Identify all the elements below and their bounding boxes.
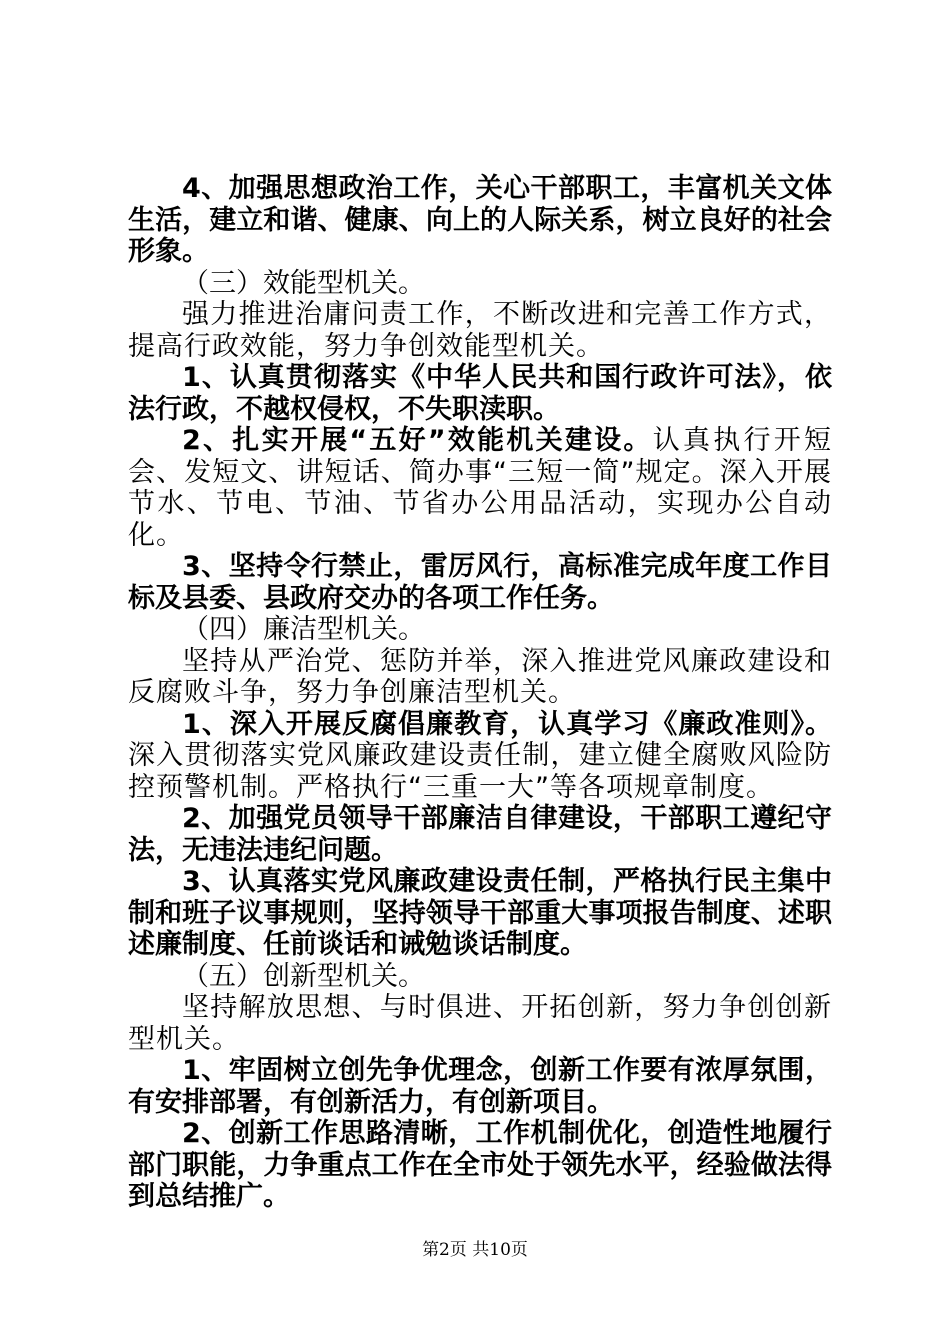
paragraph-item-2-five-good: [128, 425, 832, 551]
section-heading-text: （五）创新型机关。: [182, 960, 425, 992]
section-heading-efficiency: [128, 268, 832, 300]
paragraph-item-1-permit-law: [128, 362, 832, 425]
paragraph-lead-text: 2、扎实开展“五好”效能机关建设。: [182, 425, 653, 456]
paragraph-item-2-innovation-work: [128, 1118, 832, 1213]
section-heading-text: （三）效能型机关。: [182, 267, 425, 299]
paragraph-innovation-intro: [128, 992, 832, 1055]
section-heading-innovation: [128, 961, 832, 993]
paragraph-text: 2、创新工作思路清晰，工作机制优化，创造性地履行部门职能，力争重点工作在全市处于领先水平，经验做法得到总结推广。: [128, 1118, 832, 1212]
paragraph-body-text: 深入贯彻落实党风廉政建设责任制，建立健全腐败风险防控预警机制。严格执行“三重一大”等各项规章制度。: [128, 740, 832, 803]
paragraph-text: 1、牢固树立创先争优理念，创新工作要有浓厚氛围，有安排部署，有创新活力，有创新项目。: [128, 1055, 832, 1118]
paragraph-item-1-anti-corruption: [128, 709, 832, 804]
paragraph-integrity-intro: [128, 646, 832, 709]
paragraph-text: 强力推进治庸问责工作，不断改进和完善工作方式，提高行政效能，努力争创效能型机关。: [128, 299, 832, 362]
paragraph-item-4-culture: [128, 173, 832, 268]
paragraph-lead-text: 1、深入开展反腐倡廉教育，认真学习《廉政准则》。: [182, 708, 832, 740]
section-heading-integrity: [128, 614, 832, 646]
paragraph-text: 2、加强党员领导干部廉洁自律建设，干部职工遵纪守法，无违法违纪问题。: [128, 803, 832, 866]
section-heading-text: （四）廉洁型机关。: [182, 614, 425, 645]
paragraph-text: 3、认真落实党风廉政建设责任制，严格执行民主集中制和班子议事规则，坚持领导干部重大事项报告制度、述职述廉制度、任前谈话和诫勉谈话制度。: [128, 866, 832, 960]
page-number-footer: 第2页 共10页: [422, 1240, 528, 1260]
document-body: [128, 173, 832, 1213]
paragraph-item-2-self-discipline: [128, 803, 832, 866]
paragraph-text: 坚持解放思想、与时俱进、开拓创新，努力争创创新型机关。: [128, 992, 832, 1055]
paragraph-item-3-responsibility: [128, 866, 832, 961]
paragraph-text: 1、认真贯彻落实《中华人民共和国行政许可法》，依法行政，不越权侵权，不失职渎职。: [128, 362, 832, 425]
paragraph-item-3-goals: [128, 551, 832, 614]
paragraph-text: 坚持从严治党、惩防并举，深入推进党风廉政建设和反腐败斗争，努力争创廉洁型机关。: [128, 645, 832, 708]
paragraph-text: 4、加强思想政治工作，关心干部职工，丰富机关文体生活，建立和谐、健康、向上的人际关系，树立良好的社会形象。: [128, 173, 832, 267]
paragraph-efficiency-intro: [128, 299, 832, 362]
paragraph-body-text: 认真执行开短会、发短文、讲短话、简办事“三短一简”规定。深入开展节水、节电、节油、节省办公用品活动，实现办公自动化。: [128, 425, 833, 551]
paragraph-text: 3、坚持令行禁止，雷厉风行，高标准完成年度工作目标及县委、县政府交办的各项工作任务。: [128, 551, 832, 614]
paragraph-item-1-excellence: [128, 1055, 832, 1118]
